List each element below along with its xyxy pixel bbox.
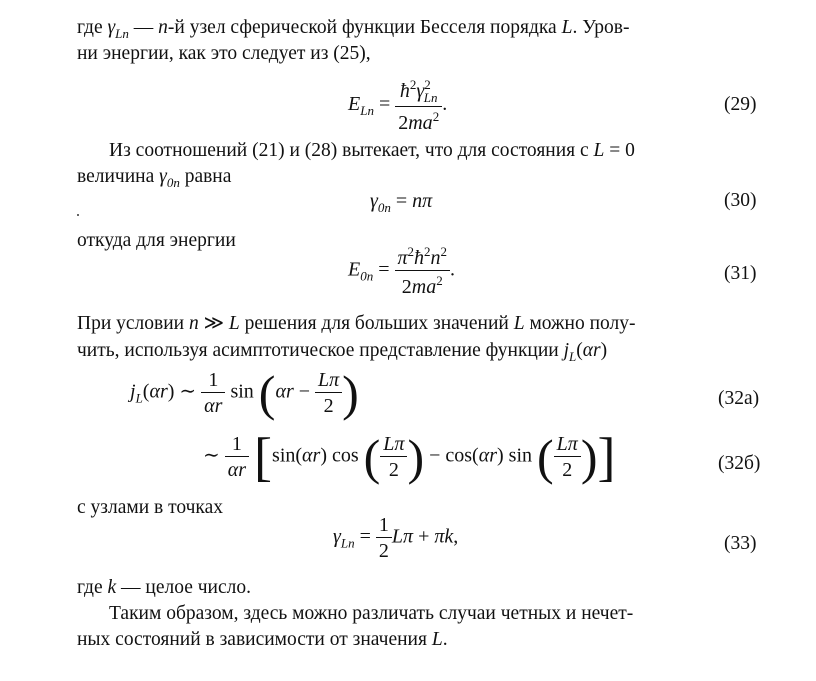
equation-number: (29) (724, 94, 757, 115)
equation-number: (31) (724, 263, 757, 284)
equation-30: $\gamma_{0n} = n\pi$ (370, 190, 433, 215)
scan-speck (77, 214, 79, 216)
equation-number: (33) (724, 533, 757, 554)
text-line: откуда для энергии (77, 230, 236, 251)
text-line: Таким образом, здесь можно различать случаи четных и нечет- (109, 603, 634, 624)
text-line: При условии n ≫ L решения для больших значений L можно полу- (77, 313, 636, 334)
text-line: где $\gamma_{Ln}$ — n-й узел сферической функции Бесселя порядка L. Уров- (77, 17, 630, 41)
text-line: где k — целое число. (77, 577, 251, 598)
equation-number: (30) (724, 190, 757, 211)
equation-number: (32б) (718, 453, 761, 474)
text-line: величина $\gamma_{0n}$ равна (77, 166, 232, 190)
equation-32b: ∼ $\frac{1}{\alpha r}$ [sin(αr) cos ( $\frac{L\pi}{2}$ ) − cos(αr) sin ( $\frac{L\pi}{2}$ )] (203, 427, 616, 487)
text-line: чить, используя асимптотическое представление функции $j_L(\alpha r)$ (77, 340, 608, 364)
text-line: Из соотношений (21) и (28) вытекает, что для состояния с L = 0 (109, 140, 635, 161)
equation-number: (32а) (718, 388, 760, 409)
equation-29: $E_{Ln}$ = $\frac{ħ^2\gamma^2_{Ln}}{2ma^2}$ . (348, 77, 448, 134)
equation-32a: $j_L(\alpha r)$ ∼ $\frac{1}{\alpha r}$ sin (αr − $\frac{L\pi}{2}$ ) (130, 365, 359, 421)
text-line: ных состояний в зависимости от значения L. (77, 629, 448, 650)
equation-33: $\gamma_{Ln}$ = $\frac{1}{2}$ Lπ + πk, (333, 514, 459, 562)
text-line: ни энергии, как это следует из (25), (77, 43, 371, 64)
equation-31: $E_{0n}$ = $\frac{\pi^2ħ^2n^2}{2ma^2}$ . (348, 244, 456, 298)
text-line: с узлами в точках (77, 497, 224, 518)
